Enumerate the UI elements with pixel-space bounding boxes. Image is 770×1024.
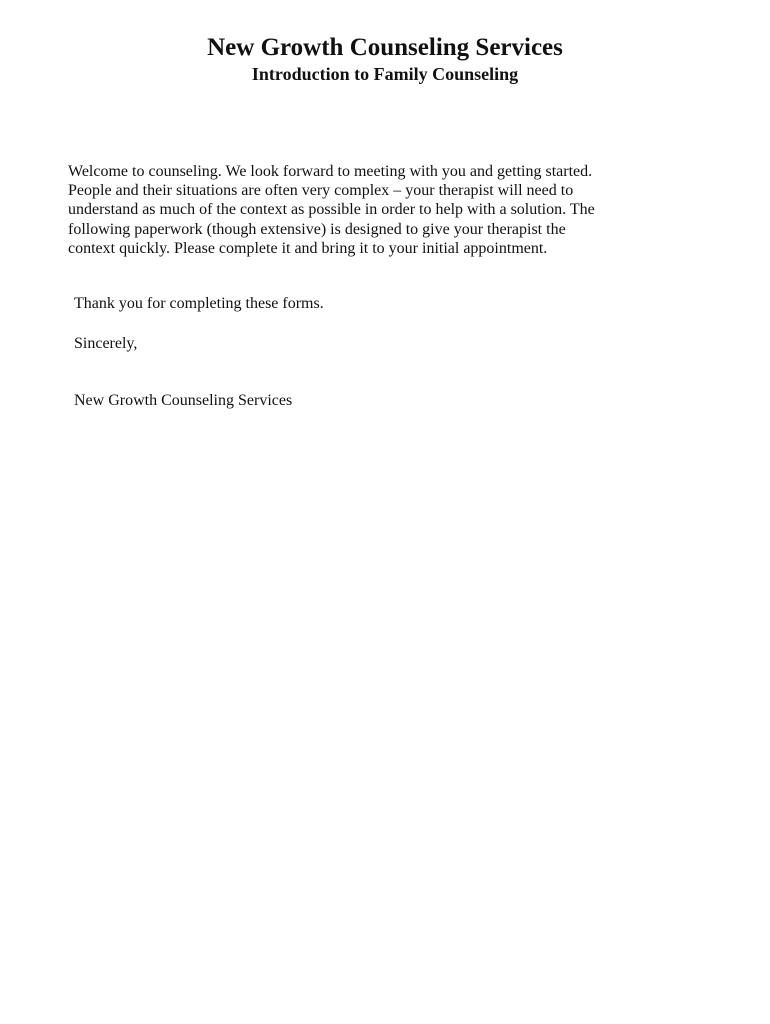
- document-subtitle: Introduction to Family Counseling: [251, 64, 519, 84]
- signature-text: New Growth Counseling Services: [74, 392, 293, 409]
- paragraph-line: following paperwork (though extensive) is designed to give your therapist the: [68, 220, 566, 238]
- intro-paragraph: [68, 162, 595, 258]
- document-title: New Growth Counseling Services: [207, 34, 563, 61]
- paragraph-line: context quickly. Please complete it and bring it to your initial appointment.: [68, 239, 548, 257]
- paragraph-line: understand as much of the context as possible in order to help with a solution. The: [68, 201, 595, 219]
- thanks-text: Thank you for completing these forms.: [74, 295, 324, 312]
- paragraph-line: People and their situations are often very complex – your therapist will need to: [68, 182, 574, 200]
- paragraph-line: Welcome to counseling. We look forward to meeting with you and getting started.: [68, 163, 593, 180]
- closing-text: Sincerely,: [74, 335, 138, 352]
